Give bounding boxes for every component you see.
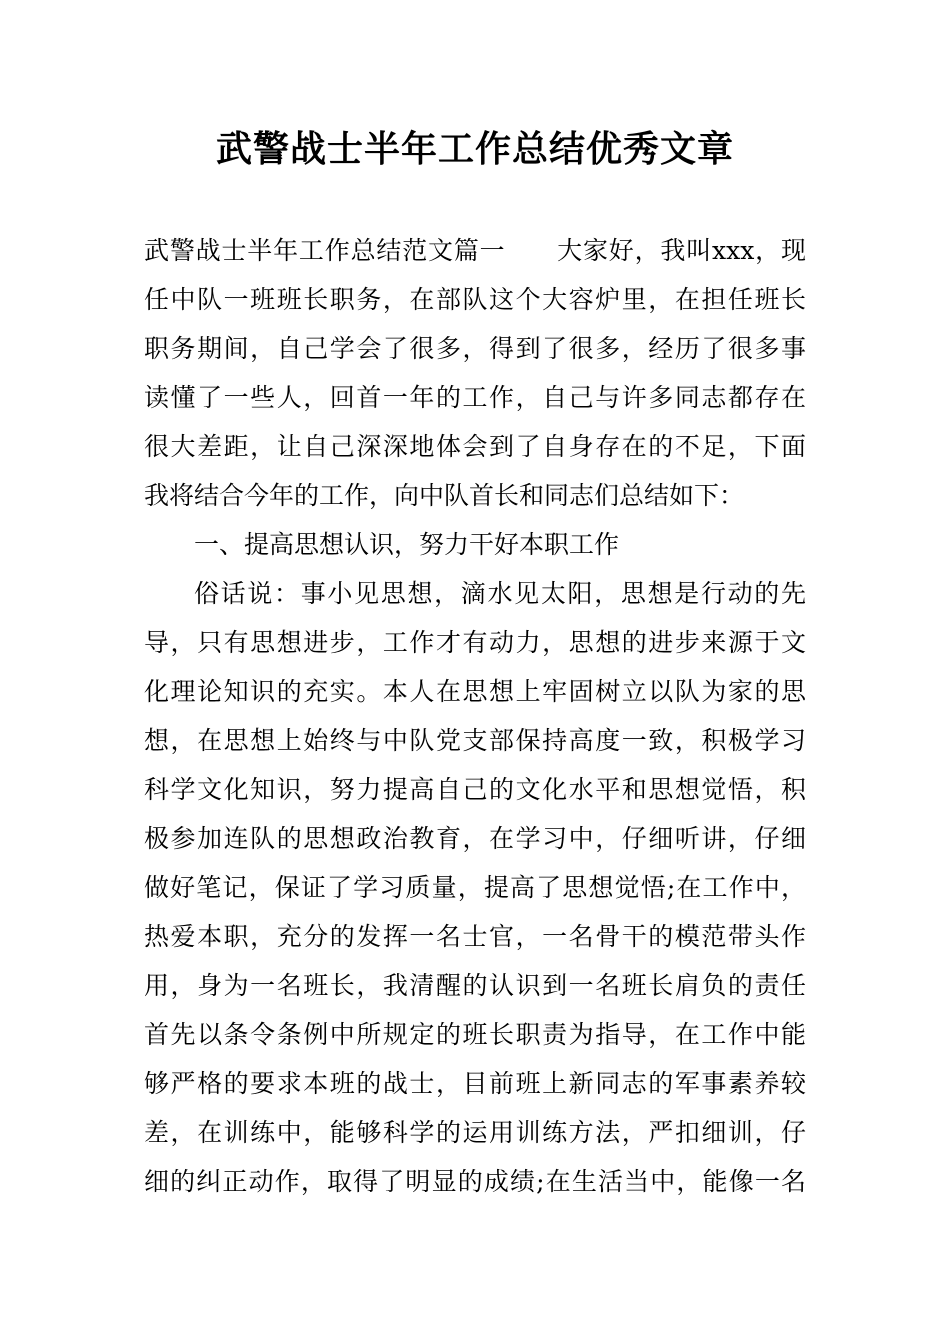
- body-line: 职务期间，自己学会了很多，得到了很多，经历了很多事: [144, 334, 806, 363]
- body-line: 武警战士半年工作总结范文篇一 大家好，我叫xxx，现: [144, 236, 806, 265]
- body-line: 读懂了一些人，回首一年的工作，自己与许多同志都存在: [144, 383, 806, 412]
- body-line: 用，身为一名班长，我清醒的认识到一名班长肩负的责任: [144, 971, 806, 1000]
- body-line: 够严格的要求本班的战士，目前班上新同志的军事素养较: [144, 1069, 806, 1098]
- body-line: 想，在思想上始终与中队党支部保持高度一致，积极学习: [144, 726, 806, 755]
- body-line: 我将结合今年的工作，向中队首长和同志们总结如下：: [144, 481, 745, 510]
- body-line: 导，只有思想进步，工作才有动力，思想的进步来源于文: [144, 628, 806, 657]
- body-line: 很大差距，让自己深深地体会到了自身存在的不足，下面: [144, 432, 806, 461]
- body-line: 差，在训练中，能够科学的运用训练方法，严扣细训，仔: [144, 1118, 806, 1147]
- body-line: 做好笔记，保证了学习质量，提高了思想觉悟;在工作中，: [144, 873, 806, 902]
- body-line: 任中队一班班长职务，在部队这个大容炉里，在担任班长: [144, 285, 806, 314]
- section-heading: 一、提高思想认识，努力干好本职工作: [194, 530, 620, 559]
- body-line: 首先以条令条例中所规定的班长职责为指导，在工作中能: [144, 1020, 806, 1049]
- body-line: 化理论知识的充实。本人在思想上牢固树立以队为家的思: [144, 677, 806, 706]
- body-line: 俗话说：事小见思想，滴水见太阳，思想是行动的先: [194, 579, 806, 608]
- body-line: 热爱本职，充分的发挥一名士官，一名骨干的模范带头作: [144, 922, 806, 951]
- document-body: [144, 226, 806, 1206]
- body-line: 科学文化知识，努力提高自己的文化水平和思想觉悟，积: [144, 775, 806, 804]
- body-line: 细的纠正动作，取得了明显的成绩;在生活当中，能像一名: [144, 1167, 806, 1196]
- body-line: 极参加连队的思想政治教育，在学习中，仔细听讲，仔细: [144, 824, 806, 853]
- document-title: 武警战士半年工作总结优秀文章: [215, 129, 734, 170]
